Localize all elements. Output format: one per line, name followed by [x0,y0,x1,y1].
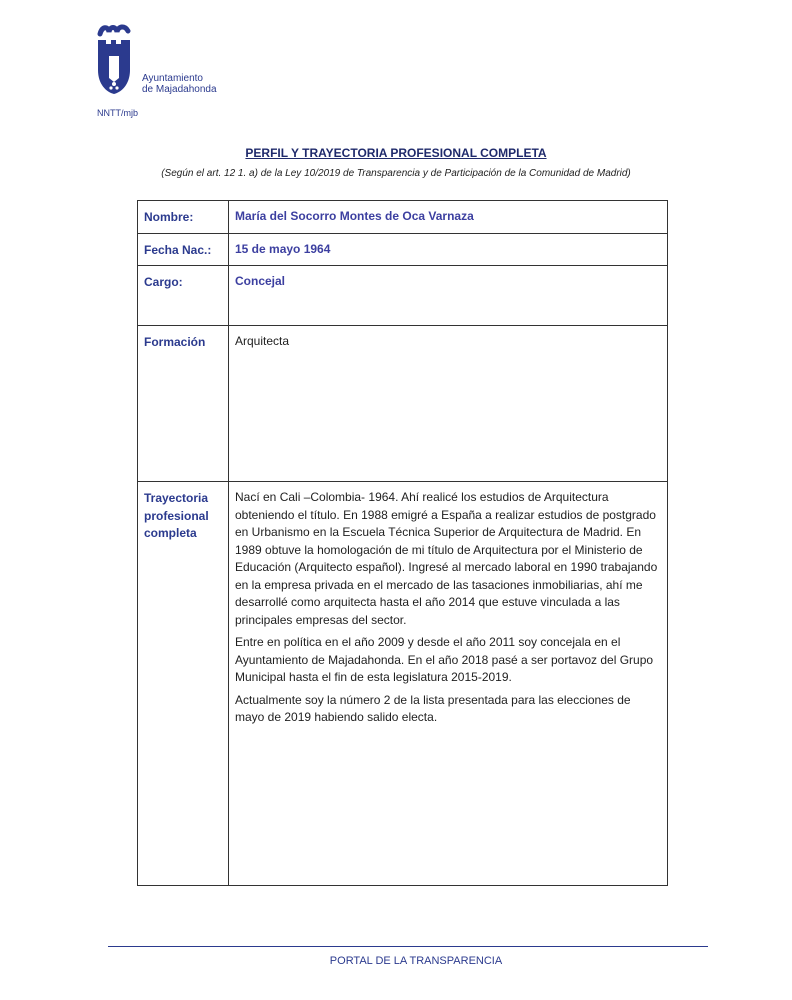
table-row [138,482,668,886]
trayectoria-paragraph: Nací en Cali –Colombia- 1964. Ahí realicé los estudios de Arquitectura obteniendo el título. En 1988 emigré a España a realizar estudios de postgrado en Urbanismo en la Escuela Técnica Superior de Arquitectura de Madrid. En 1989 obtuve la homologación de mi título de Arquitectura por el Ministerio de Educación (Arquitecto español). Ingresé al mercado laboral en 1990 trabajando en la empresa privada en el mercado de las tasaciones inmobiliarias, ahí me desarrollé como arquitecta hasta el año 2014 que estuve vinculada a las principales empresas del sector. [235,490,658,627]
table-row [138,266,668,326]
trayectoria-paragraph: Actualmente soy la número 2 de la lista presentada para las elecciones de mayo de 2019 habiendo salido electa. [235,692,631,724]
formacion-value: Arquitecta [235,334,290,348]
footer-text: PORTAL DE LA TRANSPARENCIA [329,955,503,967]
trayectoria-label: Trayectoria profesional completa [144,491,209,540]
trayectoria-paragraph: Entre en política en el año 2009 y desde el año 2011 soy concejala en el Ayuntamiento de Majadahonda. En el año 2018 pasé a ser portavoz del Grupo Municipal hasta el fin de esta legislatura 2015-2019. [235,635,654,684]
footer-divider [108,946,708,947]
cargo-value: Concejal [235,274,286,288]
nombre-label: Nombre: [144,210,194,224]
logo-line: de Majadahonda [142,84,217,95]
logo-text [142,73,217,95]
table-row [138,326,668,482]
page-subtitle: (Según el art. 12 1. a) de la Ley 10/2019 de Transparencia y de Participación de la Comunidad de Madrid) [161,168,631,179]
profile-table [137,200,668,886]
page-title: PERFIL Y TRAYECTORIA PROFESIONAL COMPLETA [245,146,547,160]
fecha-value: 15 de mayo 1964 [235,242,331,256]
logo-line: Ayuntamiento [142,73,203,84]
fecha-label: Fecha Nac.: [144,243,212,257]
trayectoria-text [229,482,667,727]
document-code: NNTT/mjb [97,108,138,118]
table-row [138,234,668,266]
cargo-label: Cargo: [144,275,183,289]
table-row [138,201,668,234]
nombre-value: María del Socorro Montes de Oca Varnaza [235,209,474,223]
formacion-label: Formación [144,335,206,349]
